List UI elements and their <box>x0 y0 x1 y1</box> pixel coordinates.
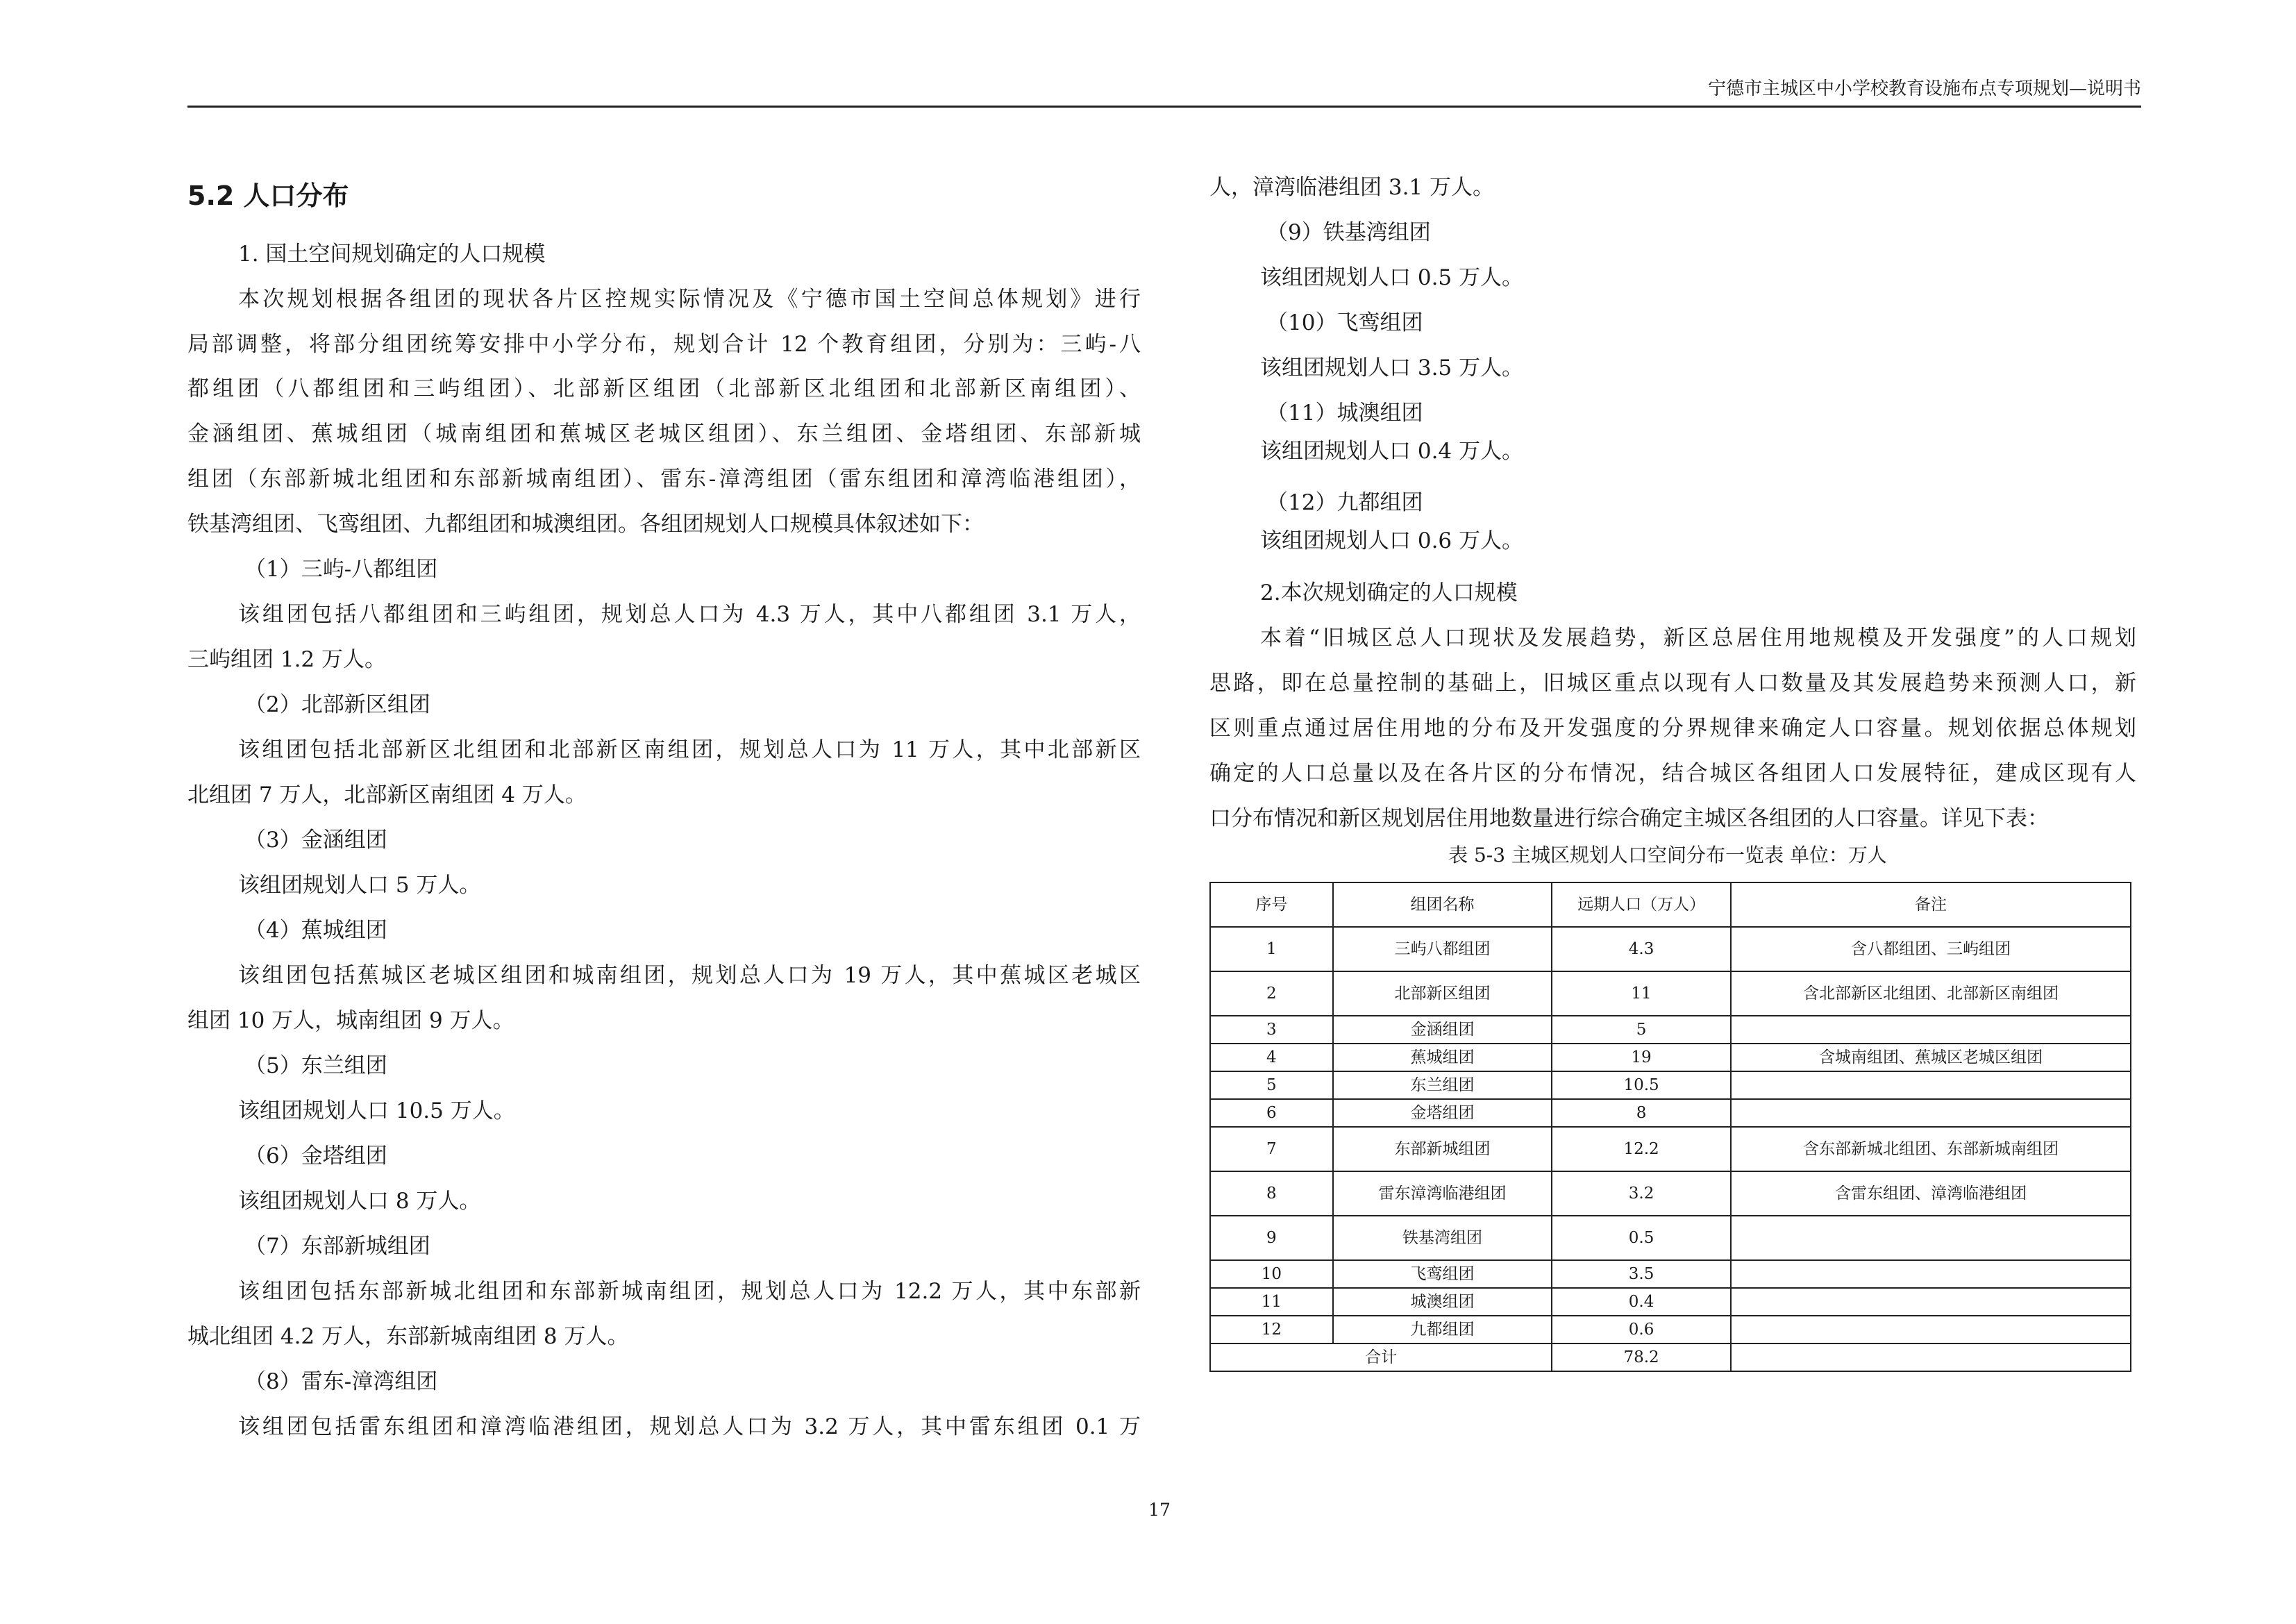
table-cell <box>1731 1288 2131 1316</box>
table-cell: 金涵组团 <box>1333 1016 1552 1044</box>
table-row <box>1210 1216 2131 1260</box>
paragraph-line: 三屿组团 1.2 万人。 <box>187 647 387 672</box>
subsection-title: 1. 国土空间规划确定的人口规模 <box>238 242 546 267</box>
table-total-value: 78.2 <box>1552 1343 1731 1371</box>
table-cell: 5 <box>1210 1071 1333 1099</box>
paragraph-line: 金涵组团、蕉城组团（城南组团和蕉城区老城区组团）、东兰组团、金塔组团、东部新城 <box>187 421 1141 446</box>
table-caption: 表 5-3 主城区规划人口空间分布一览表 单位：万人 <box>1448 844 1887 867</box>
table-cell: 含雷东组团、漳湾临港组团 <box>1731 1171 2131 1216</box>
table-cell: 4.3 <box>1552 927 1731 971</box>
table-cell: 8 <box>1210 1171 1333 1216</box>
paragraph-line: 该组团规划人口 0.4 万人。 <box>1260 439 1524 464</box>
page-number: 17 <box>1148 1500 1171 1520</box>
paragraph-line: 组团（东部新城北组团和东部新城南组团）、雷东-漳湾组团（雷东组团和漳湾临港组团）， <box>187 467 1141 492</box>
paragraph-line: 都组团（八都组团和三屿组团）、北部新区组团（北部新区北组团和北部新区南组团）、 <box>187 376 1141 401</box>
table-cell: 含城南组团、蕉城区老城区组团 <box>1731 1044 2131 1071</box>
table-header-cell: 备注 <box>1731 882 2131 927</box>
table-row <box>1210 1288 2131 1316</box>
subsection-title: 2.本次规划确定的人口规模 <box>1260 580 1518 605</box>
paragraph-line: 人，漳湾临港组团 3.1 万人。 <box>1209 175 1495 200</box>
table-cell <box>1731 1016 2131 1044</box>
table-cell <box>1731 1260 2131 1288</box>
table-cell: 0.5 <box>1552 1216 1731 1260</box>
table-cell: 1 <box>1210 927 1333 971</box>
page-header-title: 宁德市主城区中小学校教育设施布点专项规划—说明书 <box>1707 78 2141 99</box>
table-cell: 11 <box>1552 971 1731 1016</box>
table-row <box>1210 1127 2131 1171</box>
table-cell: 含八都组团、三屿组团 <box>1731 927 2131 971</box>
paragraph-line: 本着“旧城区总人口现状及发展趋势，新区总居住用地规模及开发强度”的人口规划 <box>1260 626 2136 651</box>
group-heading: （12）九都组团 <box>1266 490 1423 515</box>
table-cell: 铁基湾组团 <box>1333 1216 1552 1260</box>
paragraph-line: 组团 10 万人，城南组团 9 万人。 <box>187 1008 514 1033</box>
paragraph-line: 思路，即在总量控制的基础上，旧城区重点以现有人口数量及其发展趋势来预测人口，新 <box>1209 671 2136 696</box>
table-cell: 北部新区组团 <box>1333 971 1552 1016</box>
table-cell: 3 <box>1210 1016 1333 1044</box>
table-cell: 19 <box>1552 1044 1731 1071</box>
group-heading: （11）城澳组团 <box>1266 401 1423 426</box>
table-cell: 10.5 <box>1552 1071 1731 1099</box>
group-heading: （8）雷东-漳湾组团 <box>244 1369 438 1394</box>
paragraph-line: 该组团包括雷东组团和漳湾临港组团，规划总人口为 3.2 万人，其中雷东组团 0.1 万 <box>238 1414 1141 1439</box>
table-cell <box>1731 1316 2131 1343</box>
group-heading: （1）三屿-八都组团 <box>244 557 438 582</box>
table-cell: 9 <box>1210 1216 1333 1260</box>
paragraph-line: 该组团规划人口 10.5 万人。 <box>238 1098 515 1123</box>
group-heading: （5）东兰组团 <box>244 1053 387 1078</box>
table-total-row <box>1210 1343 2131 1371</box>
table-row <box>1210 1071 2131 1099</box>
group-heading: （3）金涵组团 <box>244 828 387 853</box>
table-cell: 8 <box>1552 1099 1731 1127</box>
table-cell: 0.4 <box>1552 1288 1731 1316</box>
header-rule <box>187 106 2141 108</box>
paragraph-line: 该组团规划人口 8 万人。 <box>238 1189 481 1214</box>
table-row <box>1210 1044 2131 1071</box>
table-cell: 12.2 <box>1552 1127 1731 1171</box>
table-row <box>1210 1260 2131 1288</box>
group-heading: （10）飞鸾组团 <box>1266 310 1423 335</box>
table-cell: 2 <box>1210 971 1333 1016</box>
paragraph-line: 该组团规划人口 5 万人。 <box>238 873 481 898</box>
table-header-cell: 组团名称 <box>1333 882 1552 927</box>
table-cell: 东兰组团 <box>1333 1071 1552 1099</box>
table-cell: 6 <box>1210 1099 1333 1127</box>
table-row <box>1210 1171 2131 1216</box>
table-row <box>1210 1016 2131 1044</box>
table-cell: 东部新城组团 <box>1333 1127 1552 1171</box>
paragraph-line: 该组团包括北部新区北组团和北部新区南组团，规划总人口为 11 万人，其中北部新区 <box>238 737 1141 762</box>
paragraph-line: 北组团 7 万人，北部新区南组团 4 万人。 <box>187 782 587 807</box>
table-cell: 九都组团 <box>1333 1316 1552 1343</box>
table-cell: 城澳组团 <box>1333 1288 1552 1316</box>
table-row <box>1210 1316 2131 1343</box>
table-cell: 飞鸾组团 <box>1333 1260 1552 1288</box>
table-row <box>1210 1099 2131 1127</box>
paragraph-line: 该组团规划人口 0.6 万人。 <box>1260 528 1524 553</box>
table-cell <box>1731 1216 2131 1260</box>
group-heading: （2）北部新区组团 <box>244 692 430 717</box>
population-table <box>1209 882 2131 1372</box>
paragraph-line: 该组团包括八都组团和三屿组团，规划总人口为 4.3 万人，其中八都组团 3.1 万人， <box>238 602 1141 627</box>
table-total-label: 合计 <box>1210 1343 1552 1371</box>
group-heading: （7）东部新城组团 <box>244 1234 430 1259</box>
group-heading: （4）蕉城组团 <box>244 918 387 943</box>
table-cell: 3.5 <box>1552 1260 1731 1288</box>
paragraph-line: 该组团规划人口 0.5 万人。 <box>1260 265 1524 290</box>
table-cell: 12 <box>1210 1316 1333 1343</box>
paragraph-line: 区则重点通过居住用地的分布及开发强度的分界规律来确定人口容量。规划依据总体规划 <box>1209 716 2136 741</box>
section-title: 5.2 人口分布 <box>187 181 349 211</box>
table-cell: 10 <box>1210 1260 1333 1288</box>
paragraph-line: 该组团包括东部新城北组团和东部新城南组团，规划总人口为 12.2 万人，其中东部新 <box>238 1279 1141 1304</box>
group-heading: （6）金塔组团 <box>244 1144 387 1169</box>
table-row <box>1210 971 2131 1016</box>
table-cell: 雷东漳湾临港组团 <box>1333 1171 1552 1216</box>
table-cell: 蕉城组团 <box>1333 1044 1552 1071</box>
paragraph-line: 口分布情况和新区规划居住用地数量进行综合确定主城区各组团的人口容量。详见下表： <box>1209 806 2049 831</box>
table-cell: 0.6 <box>1552 1316 1731 1343</box>
table-cell: 含北部新区北组团、北部新区南组团 <box>1731 971 2131 1016</box>
table-cell: 11 <box>1210 1288 1333 1316</box>
table-cell: 金塔组团 <box>1333 1099 1552 1127</box>
table-header-cell: 远期人口（万人） <box>1552 882 1731 927</box>
table-header-row <box>1210 882 2131 927</box>
paragraph-line: 本次规划根据各组团的现状各片区控规实际情况及《宁德市国土空间总体规划》进行 <box>238 287 1141 312</box>
table-cell: 含东部新城北组团、东部新城南组团 <box>1731 1127 2131 1171</box>
table-row <box>1210 927 2131 971</box>
table-header-cell: 序号 <box>1210 882 1333 927</box>
paragraph-line: 该组团包括蕉城区老城区组团和城南组团，规划总人口为 19 万人，其中蕉城区老城区 <box>238 963 1141 988</box>
paragraph-line: 铁基湾组团、飞鸾组团、九都组团和城澳组团。各组团规划人口规模具体叙述如下： <box>187 512 984 537</box>
table-cell <box>1731 1343 2131 1371</box>
table-cell: 4 <box>1210 1044 1333 1071</box>
table-cell: 5 <box>1552 1016 1731 1044</box>
paragraph-line: 城北组团 4.2 万人，东部新城南组团 8 万人。 <box>187 1324 629 1349</box>
paragraph-line: 确定的人口总量以及在各片区的分布情况，结合城区各组团人口发展特征，建成区现有人 <box>1209 761 2136 786</box>
table-cell <box>1731 1099 2131 1127</box>
paragraph-line: 该组团规划人口 3.5 万人。 <box>1260 355 1524 380</box>
table-cell: 7 <box>1210 1127 1333 1171</box>
table-cell: 3.2 <box>1552 1171 1731 1216</box>
paragraph-line: 局部调整，将部分组团统筹安排中小学分布，规划合计 12 个教育组团，分别为：三屿-八 <box>187 332 1141 357</box>
table-cell: 三屿八都组团 <box>1333 927 1552 971</box>
table-cell <box>1731 1071 2131 1099</box>
group-heading: （9）铁基湾组团 <box>1266 220 1431 245</box>
